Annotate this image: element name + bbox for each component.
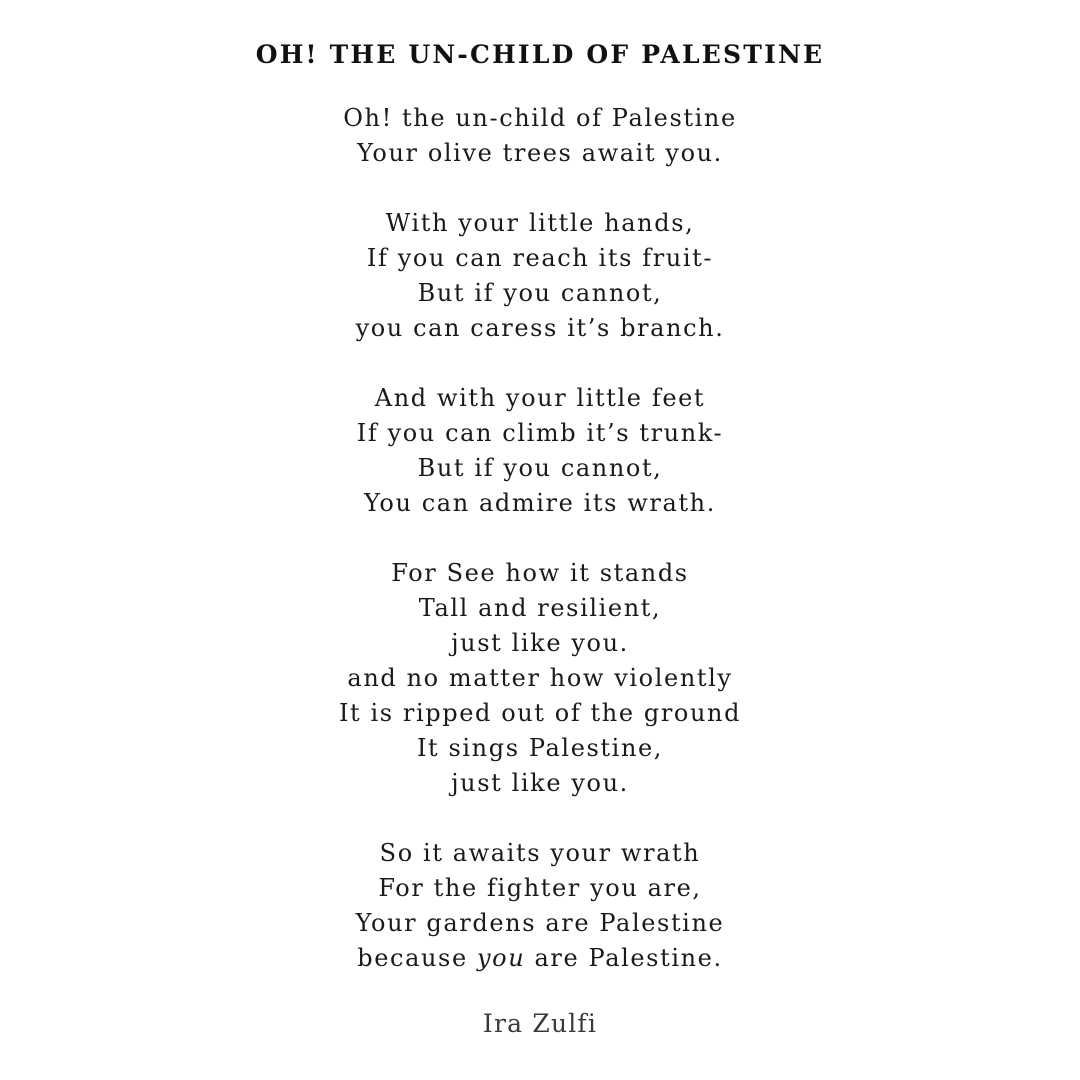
- poem-line-emphasis: [0, 941, 1080, 976]
- poem-line: So it awaits your wrath: [379, 839, 701, 867]
- poem-title: OH! THE UN-CHILD OF PALESTINE: [255, 40, 825, 69]
- line-text: are Palestine.: [525, 944, 723, 972]
- poem-line: For See how it stands: [391, 559, 689, 587]
- poem-line: If you can climb it’s trunk-: [356, 419, 724, 447]
- poem-line: If you can reach its fruit-: [366, 244, 714, 272]
- poem-line: And with your little feet: [374, 384, 706, 412]
- stanza-2: [0, 206, 1080, 346]
- poem-line: It is ripped out of the ground: [338, 699, 742, 727]
- poem-line: Your olive trees await you.: [357, 139, 723, 167]
- author-name: Ira Zulfi: [482, 1009, 598, 1038]
- emphasized-word: you: [477, 944, 526, 972]
- poem-line: just like you.: [451, 769, 629, 797]
- poem-line: just like you.: [451, 629, 629, 657]
- poem-line: You can admire its wrath.: [364, 489, 716, 517]
- poem-line: But if you cannot,: [417, 279, 663, 307]
- line-text: because: [357, 944, 478, 972]
- poem-line: Your gardens are Palestine: [355, 909, 725, 937]
- poem-line: you can caress it’s branch.: [355, 314, 725, 342]
- poem-line: Tall and resilient,: [418, 594, 662, 622]
- poem-line: But if you cannot,: [417, 454, 663, 482]
- stanza-5: [0, 836, 1080, 976]
- poem-line: It sings Palestine,: [416, 734, 664, 762]
- stanza-1: [0, 101, 1080, 171]
- poem-line: For the fighter you are,: [378, 874, 702, 902]
- poem-body: [0, 101, 1080, 1011]
- poem-line: With your little hands,: [385, 209, 695, 237]
- stanza-4: [0, 556, 1080, 801]
- stanza-3: [0, 381, 1080, 521]
- poem-line: and no matter how violently: [347, 664, 733, 692]
- poem-line: Oh! the un-child of Palestine: [343, 104, 737, 132]
